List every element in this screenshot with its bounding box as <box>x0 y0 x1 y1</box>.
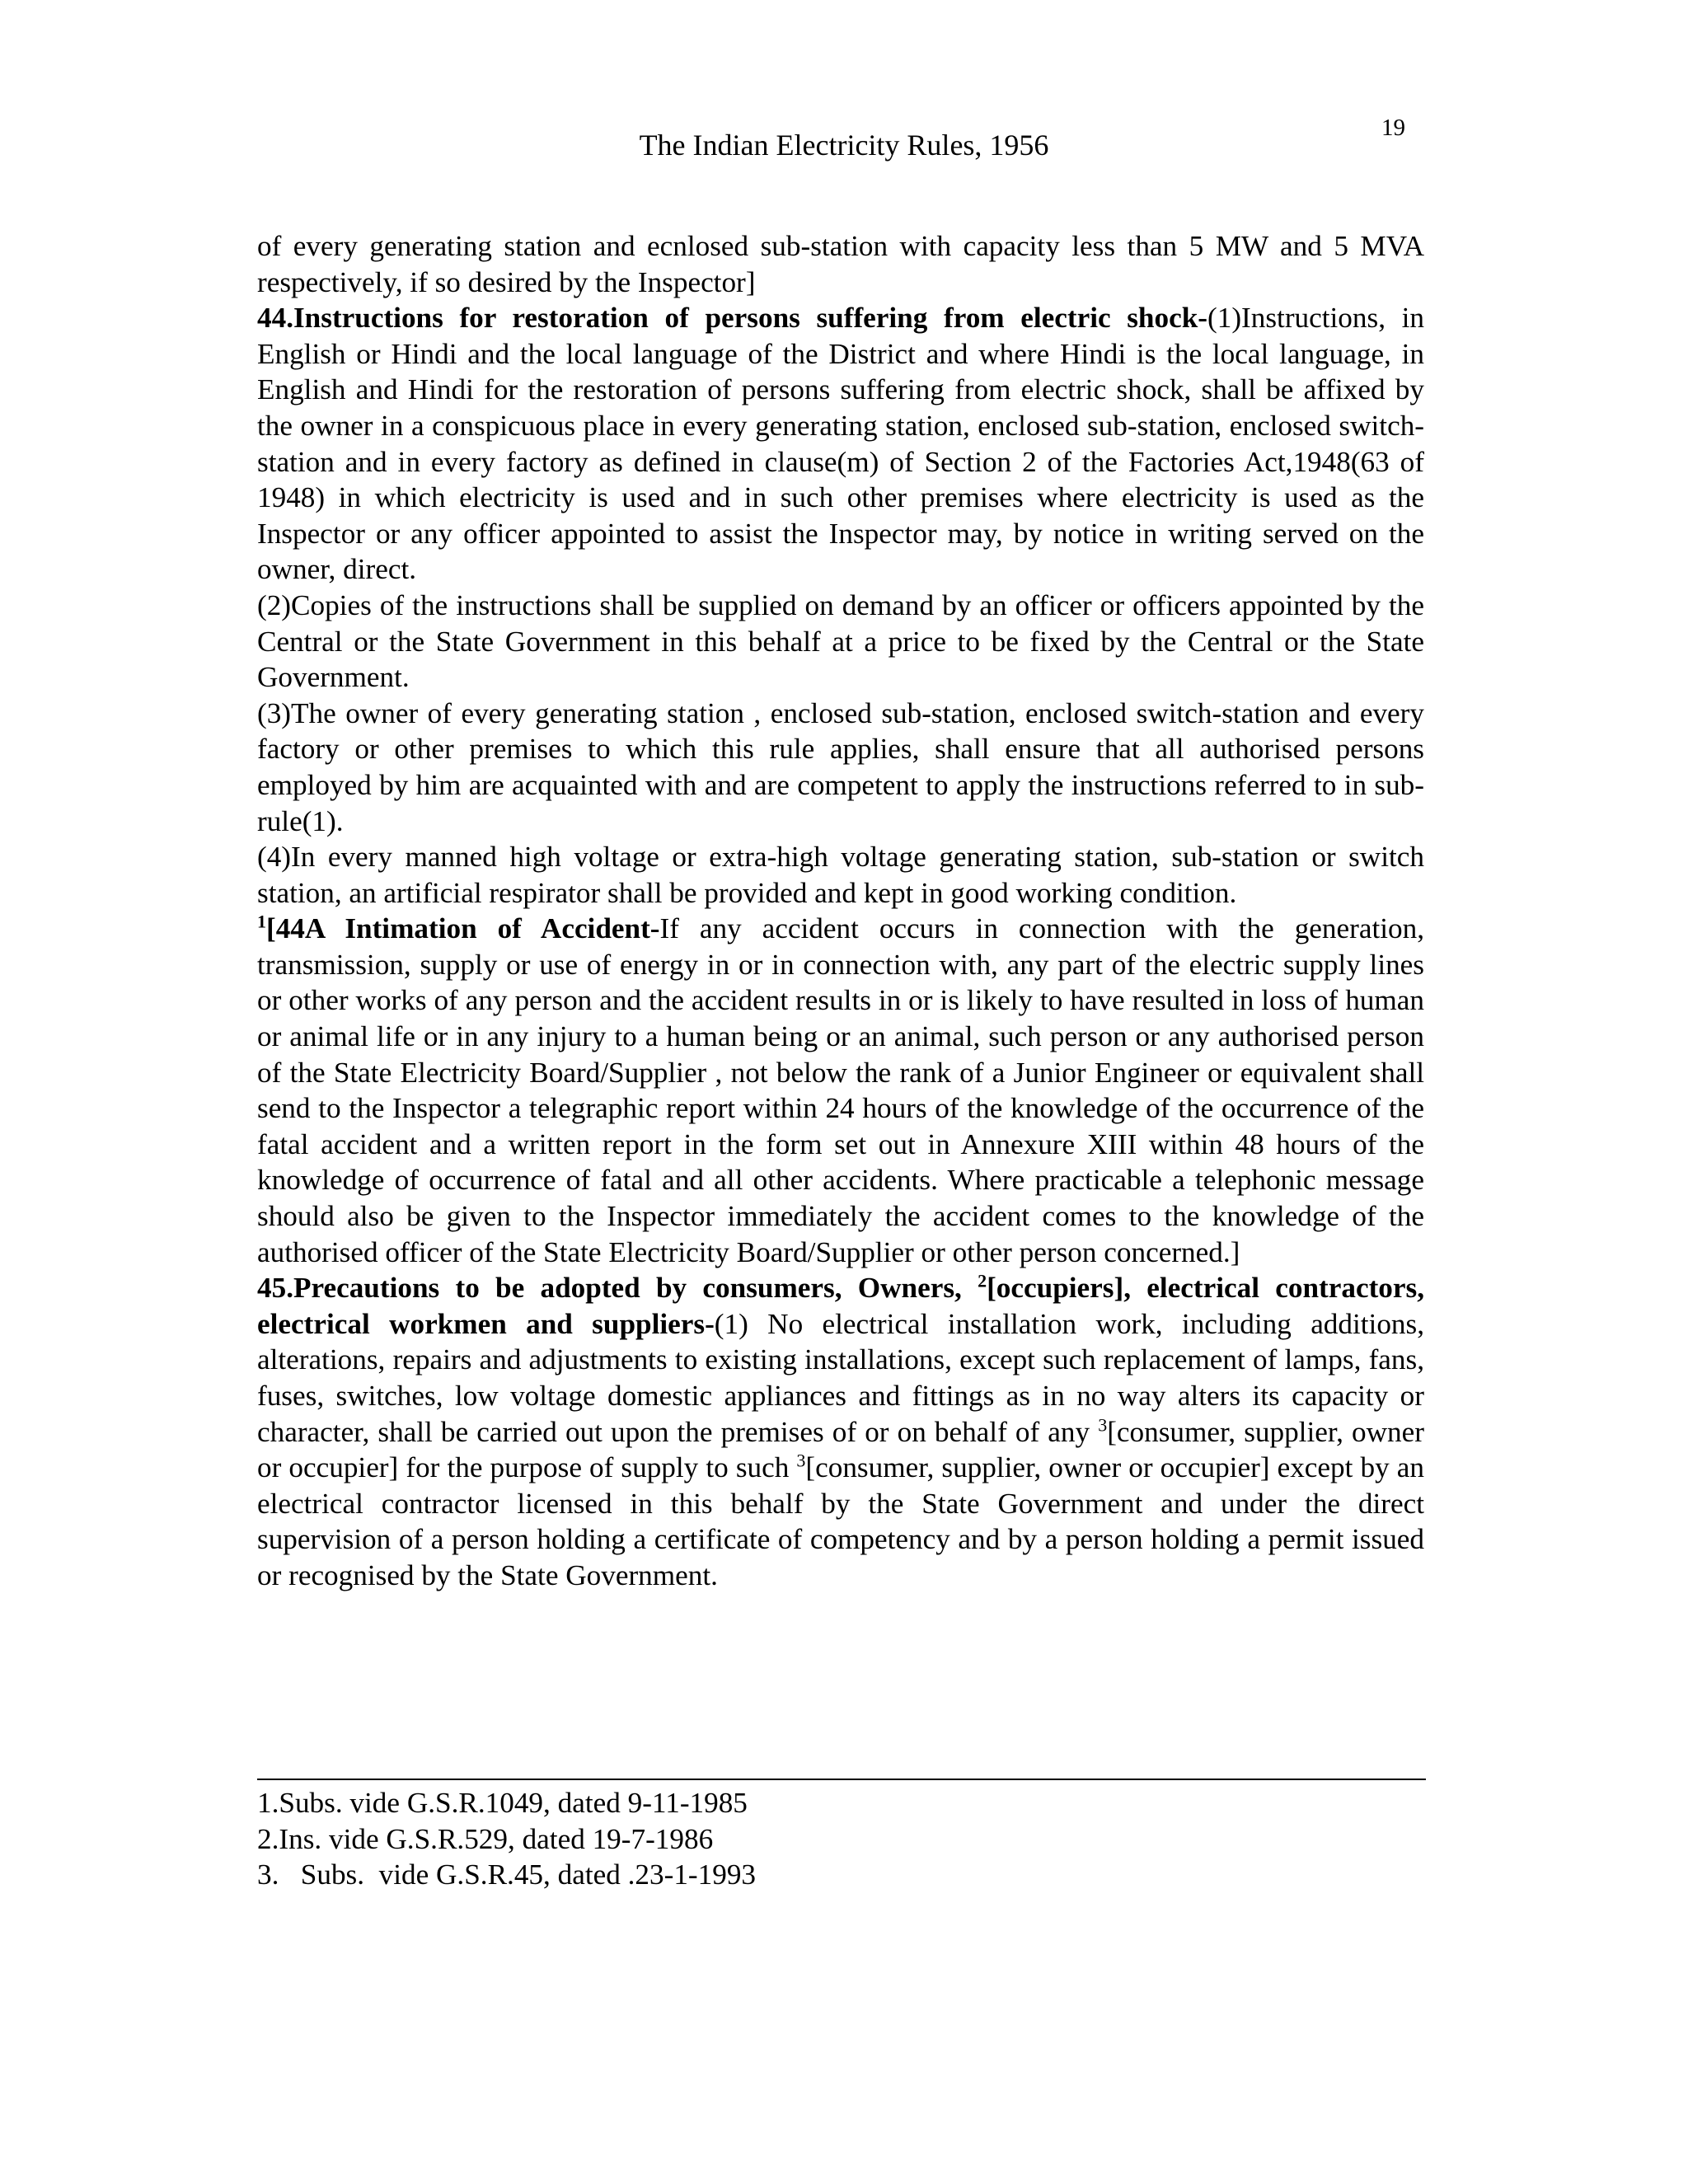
rule-44-heading: 44.Instructions for restoration of persons suffering from electric shock- <box>257 302 1208 335</box>
footnote-marker-3a: 3 <box>1098 1413 1108 1435</box>
footnote-marker-1: 1 <box>257 911 266 932</box>
footnote-3: 3. Subs. vide G.S.R.45, dated .23-1-1993 <box>257 1858 757 1891</box>
rule-44-subrule-3: (3)The owner of every generating station , enclosed sub-station, enclosed switch-station and every factory or other premises to which this rule applies, shall ensure that all authorised persons employed by him are acquainted with and are competent to apply the instructions referred to in sub-rule(1). <box>257 696 1424 837</box>
footnote-marker-2: 2 <box>978 1270 987 1291</box>
rule-45-heading-part-2: [occupiers], electrical contractors, electrical workmen and suppliers- <box>257 1272 1424 1340</box>
rule-45-heading-part-1: 45.Precautions to be adopted by consumers, Owners, <box>257 1272 978 1305</box>
rule-44-subrule-4: (4)In every manned high voltage or extra-high voltage generating station, sub-station or switch station, an artificial respirator shall be provided and kept in good working condition. <box>257 841 1424 909</box>
document-body <box>257 228 1424 1594</box>
rule-44-subrule-2: (2)Copies of the instructions shall be supplied on demand by an officer or officers appointed by the Central or the State Government in this behalf at a price to be fixed by the Central or the State Government. <box>257 588 1424 694</box>
rule-44-text: (1)Instructions, in English or Hindi and the local language of the District and where Hindi is the local language, in English and Hindi for the restoration of persons suffering from electric shock, shall be affixed by the owner in a conspicuous place in every generating station, enclosed sub-station, enclosed switch-station and in every factory as defined in clause(m) of Section 2 of the Factories Act,1948(63 of 1948) in which electricity is used and in such other premises where electricity is used as the Inspector or any officer appointed to assist the Inspector may, by notice in writing served on the owner, direct. <box>257 302 1424 586</box>
rule-45-text-part-3: [consumer, supplier, owner or occupier] except by an electrical contractor licensed in this behalf by the State Government and under the direct supervision of a person holding a certificate of competency and by a person holding a permit issued or recognised by the State Government. <box>257 1451 1424 1591</box>
page-number: 19 <box>1381 115 1405 141</box>
footnote-2: 2.Ins. vide G.S.R.529, dated 19-7-1986 <box>257 1822 714 1855</box>
rule-44a-paragraph <box>257 911 1424 1270</box>
footnotes <box>257 1785 1424 1893</box>
footnote-1: 1.Subs. vide G.S.R.1049, dated 9-11-1985 <box>257 1787 748 1819</box>
running-header: The Indian Electricity Rules, 1956 <box>639 129 1049 162</box>
rule-45-text-part-2: [consumer, supplier, owner or occupier] for the purpose of supply to such <box>257 1415 1424 1484</box>
paragraph-continuation: of every generating station and ecnlosed sub-station with capacity less than 5 MW and 5 MVA respectively, if so desired by the Inspector] <box>257 230 1424 298</box>
rule-44a-text: If any accident occurs in connection with the generation, transmission, supply or use of energy in or in connection with, any part of the electric supply lines or other works of any person and the accident results in or is likely to have resulted in loss of human or animal life or in any injury to a human being or an animal, such person or any authorised person of the State Electricity Board/Supplier , not below the rank of a Junior Engineer or equivalent shall send to the Inspector a telegraphic report within 24 hours of the knowledge of the occurrence of the fatal accident and a written report in the form set out in Annexure XIII within 48 hours of the knowledge of occurrence of fatal and all other accidents. Where practicable a telephonic message should also be given to the Inspector immediately the accident comes to the knowledge of the authorised officer of the State Electricity Board/Supplier or other person concerned.] <box>257 912 1424 1268</box>
footnote-divider <box>257 1779 1426 1780</box>
footnote-marker-3b: 3 <box>796 1450 806 1471</box>
rule-45-paragraph <box>257 1270 1424 1593</box>
rule-44-paragraph <box>257 300 1424 588</box>
rule-44a-heading: [44A Intimation of Accident- <box>266 912 660 945</box>
rule-45-text-part-1: (1) No electrical installation work, including additions, alterations, repairs and adjustments to existing installations, except such replacement of lamps, fans, fuses, switches, low voltage domestic appliances and fittings as in no way alters its capacity or character, shall be carried out upon the premises of or on behalf of any <box>257 1307 1425 1448</box>
